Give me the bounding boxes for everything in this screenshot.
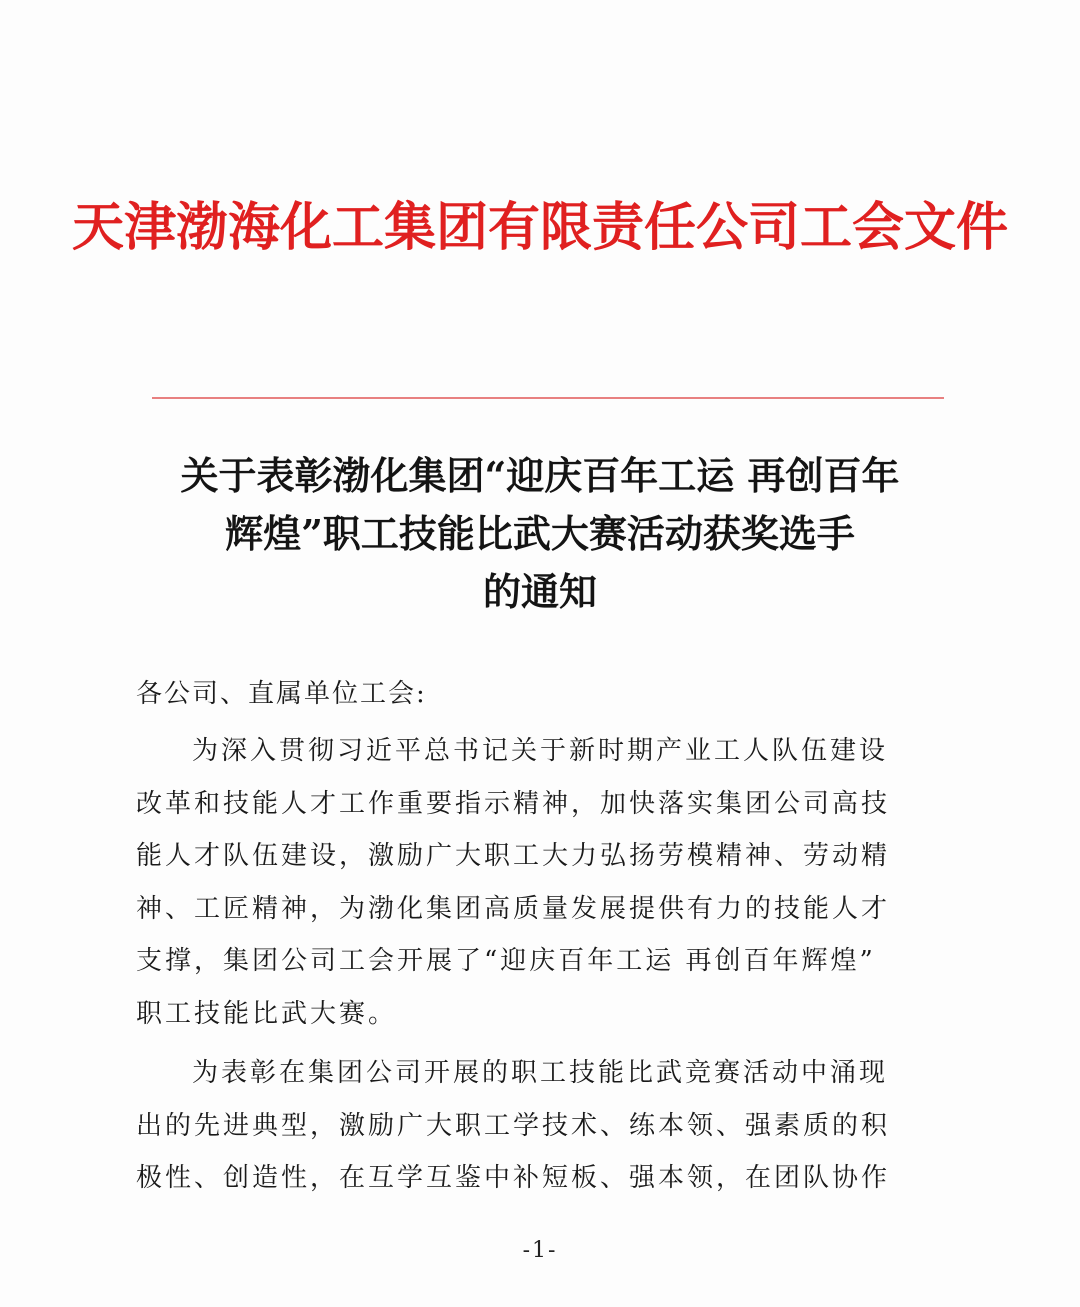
page-number: -1- xyxy=(522,1238,558,1263)
paragraph-line: 支撑，集团公司工会开展了“迎庆百年工运 再创百年辉煌” xyxy=(136,946,876,976)
paragraph-line: 改革和技能人才工作重要指示精神，加快落实集团公司高技 xyxy=(136,788,891,819)
notice-body xyxy=(136,670,936,1205)
notice-title-line: 的通知 xyxy=(482,569,597,614)
notice-title-line: 关于表彰渤化集团“迎庆百年工运 再创百年 xyxy=(180,453,900,498)
paragraph-1 xyxy=(136,725,936,1040)
paragraph-line: 为表彰在集团公司开展的职工技能比武竞赛活动中涌现 xyxy=(192,1058,889,1088)
paragraph-line: 职工技能比武大赛。 xyxy=(136,998,398,1029)
notice-title-line: 辉煌”职工技能比武大赛活动获奖选手 xyxy=(225,511,855,556)
paragraph-line: 极性、创造性，在互学互鉴中补短板、强本领，在团队协作 xyxy=(136,1163,891,1193)
paragraph-2 xyxy=(136,1047,936,1205)
document-header-title: 天津渤海化工集团有限责任公司工会文件 xyxy=(71,197,1008,258)
red-divider-line xyxy=(152,397,944,399)
paragraph-line: 能人才队伍建设，激励广大职工大力弘扬劳模精神、劳动精 xyxy=(136,841,891,871)
salutation: 各公司、直属单位工会: xyxy=(136,679,427,709)
paragraph-line: 为深入贯彻习近平总书记关于新时期产业工人队伍建设 xyxy=(192,736,889,766)
paragraph-line: 神、工匠精神，为渤化集团高质量发展提供有力的技能人才 xyxy=(136,893,891,924)
notice-title xyxy=(120,447,960,621)
paragraph-line: 出的先进典型，激励广大职工学技术、练本领、强素质的积 xyxy=(136,1110,891,1141)
